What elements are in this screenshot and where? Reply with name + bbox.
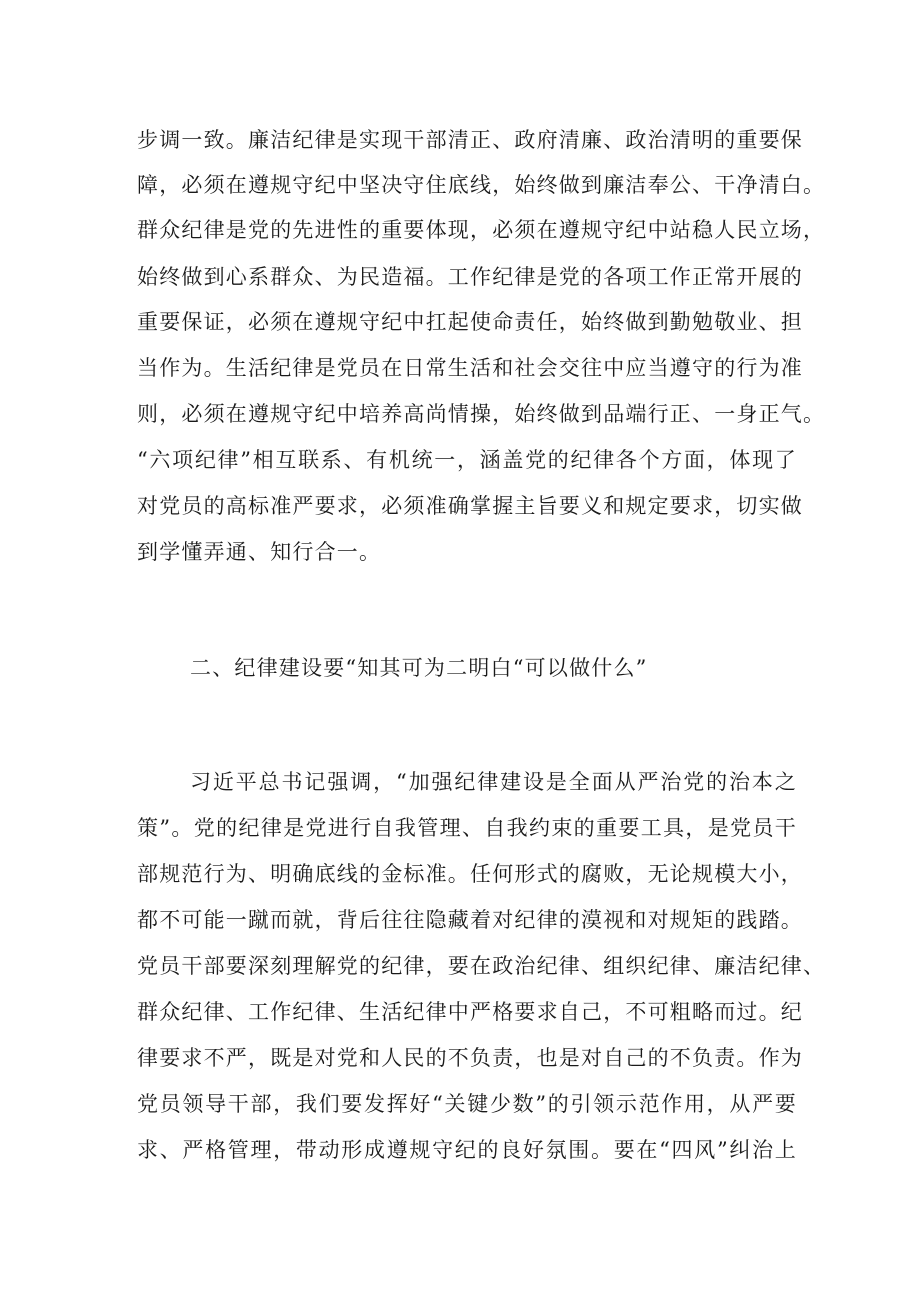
paragraph-line: 重要保证，必须在遵规守纪中扛起使命责任，始终做到勤勉敬业、担 (137, 310, 803, 334)
paragraph-line: 障，必须在遵规守纪中坚决守住底线，始终做到廉洁奉公、干净清白。 (137, 173, 826, 197)
paragraph-line: “六项纪律”相互联系、有机统一，涵盖党的纪律各个方面，体现了 (137, 448, 797, 472)
paragraph-line: 求、严格管理，带动形成遵规守纪的良好氛围。要在“四风”纠治上 (137, 1138, 797, 1162)
paragraph-line: 律要求不严，既是对党和人民的不负责，也是对自己的不负责。作为 (137, 1046, 803, 1070)
paragraph-line: 到学懂弄通、知行合一。 (137, 540, 382, 564)
paragraph-line: 策”。党的纪律是党进行自我管理、自我约束的重要工具，是党员干 (137, 816, 797, 840)
paragraph-line: 习近平总书记强调，“加强纪律建设是全面从严治党的治本之 (190, 770, 797, 794)
paragraph-line: 都不可能一蹴而就，背后往往隐藏着对纪律的漠视和对规矩的践踏。 (137, 908, 803, 932)
paragraph-line: 部规范行为、明确底线的金标准。任何形式的腐败，无论规模大小， (137, 862, 803, 886)
paragraph-line: 始终做到心系群众、为民造福。工作纪律是党的各项工作正常开展的 (137, 265, 803, 289)
section-heading: 二、纪律建设要“知其可为二明白“可以做什么” (190, 656, 648, 680)
paragraph-line: 群众纪律是党的先进性的重要体现，必须在遵规守纪中站稳人民立场， (137, 218, 826, 242)
paragraph-line: 对党员的高标准严要求，必须准确掌握主旨要义和规定要求，切实做 (137, 494, 803, 518)
paragraph-line: 当作为。生活纪律是党员在日常生活和社会交往中应当遵守的行为准 (137, 356, 803, 380)
paragraph-line: 群众纪律、工作纪律、生活纪律中严格要求自己，不可粗略而过。纪 (137, 1000, 803, 1024)
paragraph-line: 则，必须在遵规守纪中培养高尚情操，始终做到品端行正、一身正气。 (137, 402, 826, 426)
paragraph-line: 步调一致。廉洁纪律是实现干部清正、政府清廉、政治清明的重要保 (137, 128, 803, 152)
paragraph-line: 党员领导干部，我们要发挥好“关键少数”的引领示范作用，从严要 (137, 1092, 797, 1116)
paragraph-line: 党员干部要深刻理解党的纪律，要在政治纪律、组织纪律、廉洁纪律、 (137, 954, 826, 978)
